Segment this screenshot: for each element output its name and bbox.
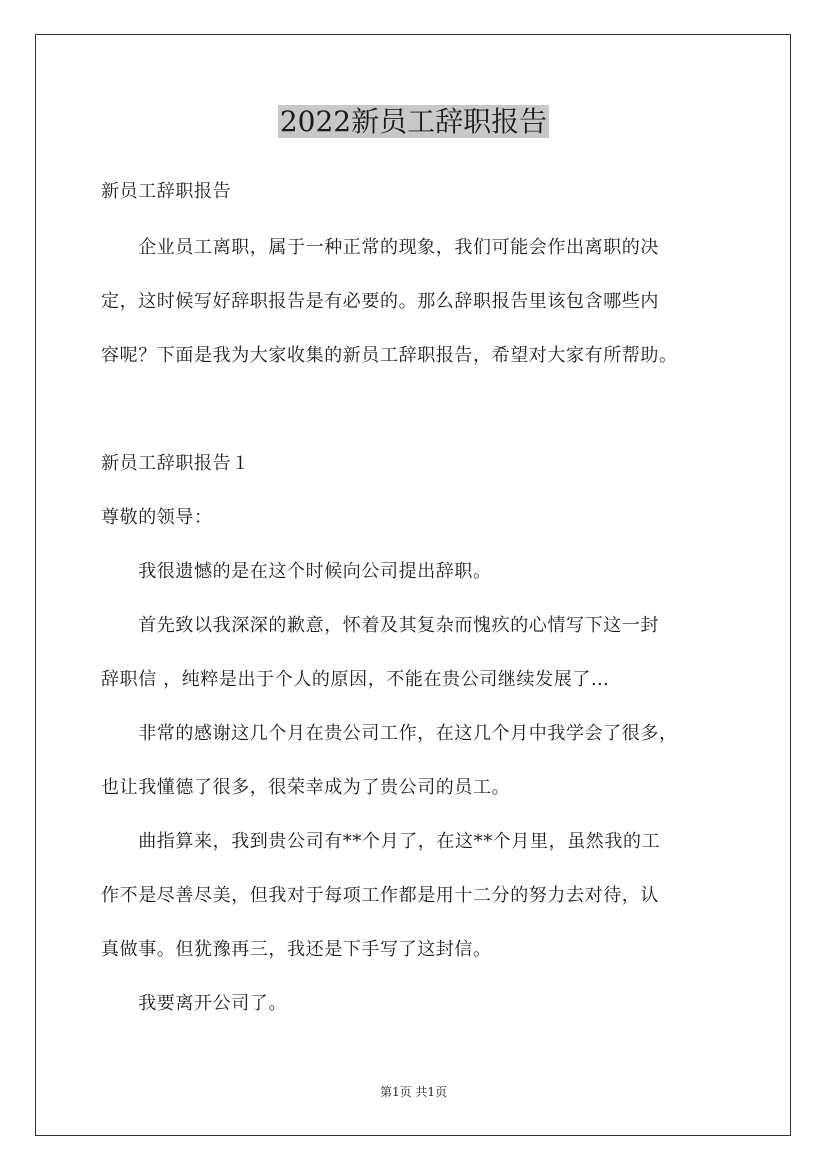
paragraph-line: 企业员工离职，属于一种正常的现象，我们可能会作出离职的决 xyxy=(101,237,659,258)
paragraph-line: 我很遗憾的是在这个时候向公司提出辞职。 xyxy=(101,561,492,582)
section-heading: 新员工辞职报告１ xyxy=(101,453,250,474)
page-footer: 第1页 共1页 xyxy=(379,1085,448,1099)
paragraph-line: 非常的感谢这几个月在贵公司工作，在这几个月中我学会了很多， xyxy=(101,723,678,744)
paragraph-line: 辞职信 ，纯粹是出于个人的原因，不能在贵公司继续发展了… xyxy=(101,669,610,690)
paragraph-line: 首先致以我深深的歉意，怀着及其复杂而愧疚的心情写下这一封 xyxy=(101,615,659,636)
paragraph-line: 也让我懂德了很多，很荣幸成为了贵公司的员工。 xyxy=(101,777,511,798)
paragraph-line: 真做事。但犹豫再三，我还是下手写了这封信。 xyxy=(101,939,492,960)
paragraph-line: 作不是尽善尽美，但我对于每项工作都是用十二分的努力去对待，认 xyxy=(101,885,659,906)
paragraph-line: 我要离开公司了。 xyxy=(101,993,287,1014)
paragraph-line: 容呢？下面是我为大家收集的新员工辞职报告，希望对大家有所帮助。 xyxy=(101,345,678,366)
document-title: 2022新员工辞职报告 xyxy=(279,105,548,138)
intro-heading: 新员工辞职报告 xyxy=(101,181,232,202)
salutation: 尊敬的领导： xyxy=(101,507,213,528)
paragraph-line: 曲指算来，我到贵公司有**个月了，在这**个月里，虽然我的工 xyxy=(101,831,661,852)
paragraph-line: 定，这时候写好辞职报告是有必要的。那么辞职报告里该包含哪些内 xyxy=(101,291,659,312)
